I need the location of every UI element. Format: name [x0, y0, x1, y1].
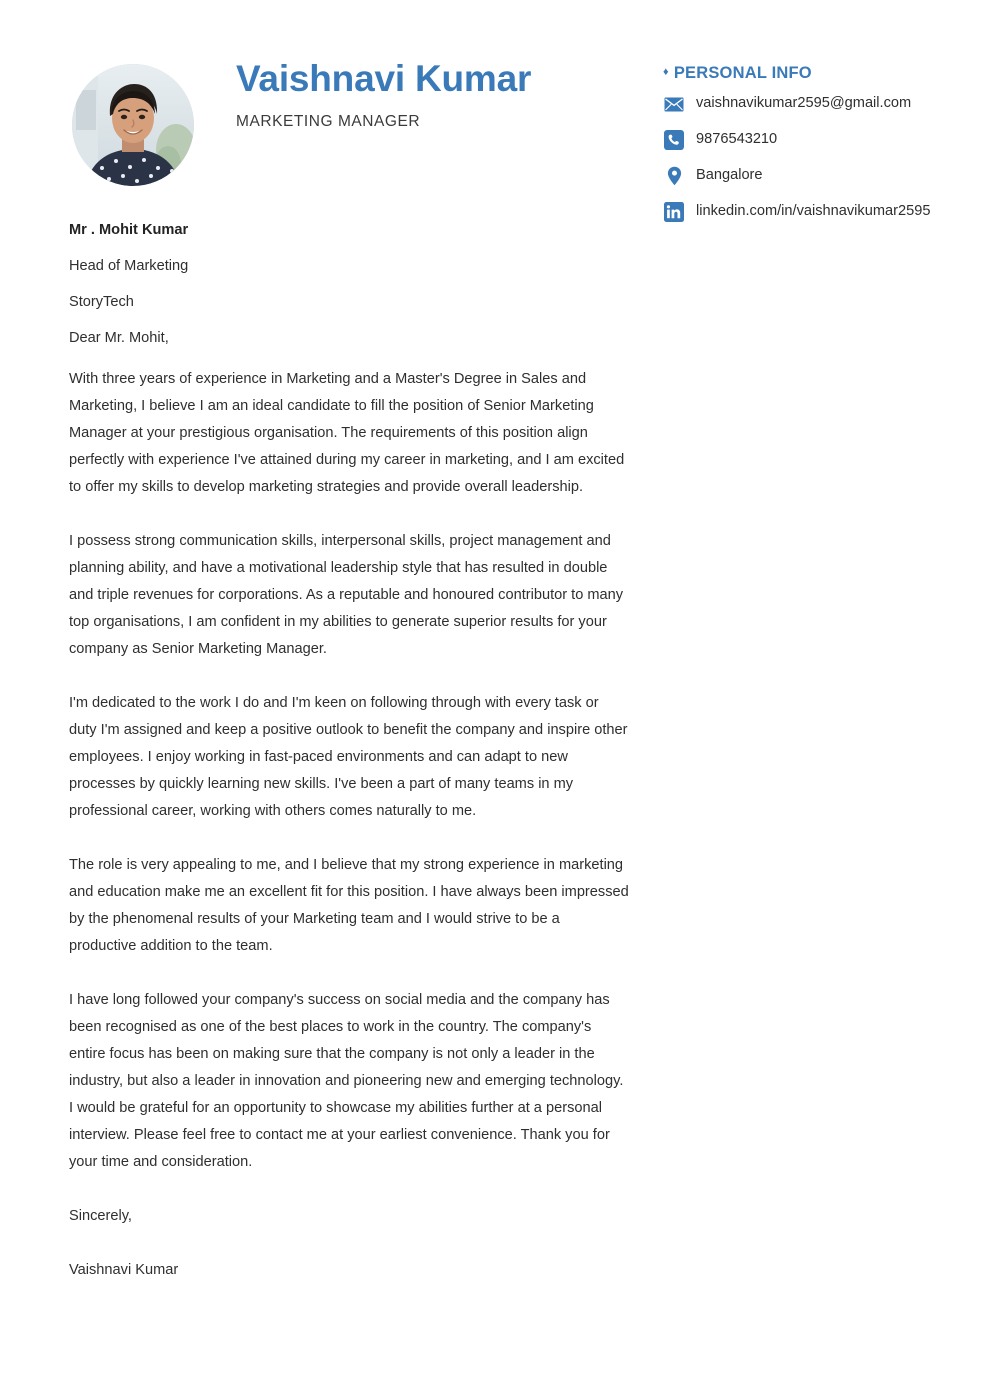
personal-info-heading	[662, 64, 962, 83]
contact-row-location	[662, 164, 962, 188]
body-paragraph: I possess strong communication skills, interpersonal skills, project management and planning ability, and have a motivational leadership style that has resulted in double and triple revenues for corporations. As a reputable and honoured contributor to many top organisations, I am confident in my abilities to generate superior results for your company as Senior Marketing Manager.	[69, 533, 624, 657]
recipient-company: StoryTech	[69, 294, 134, 311]
contact-row-email[interactable]	[662, 92, 962, 116]
personal-info-heading-label: PERSONAL INFO	[673, 64, 812, 82]
person-name: Vaishnavi Kumar	[236, 58, 532, 99]
signature-name: Vaishnavi Kumar	[69, 1261, 179, 1278]
body-paragraph: With three years of experience in Marketing and a Master's Degree in Sales and Marketing, I believe I am an ideal candidate to fill the position of Senior Marketing Manager at your prestigious organisation. The requirements of this position align perfectly with experience I've attained during my career in marketing, and I am excited to offer my skills to develop marketing strategies and provide overall leadership.	[69, 371, 625, 496]
linkedin-icon	[662, 200, 686, 224]
avatar	[72, 64, 194, 186]
location-pin-icon	[662, 164, 686, 188]
location-value: Bangalore	[696, 167, 763, 184]
body-paragraph: I'm dedicated to the work I do and I'm keen on following through with every task or duty I'm assigned and keep a positive outlook to benefit the company and inspire other employees. I enjoy working in fast-paced environments and can adapt to new processes by quickly learning new skills. I've been a part of many teams in my professional career, working with others comes naturally to me.	[69, 694, 628, 819]
phone-icon	[662, 128, 686, 152]
letter-body	[69, 222, 629, 1278]
diamond-bullet-icon: ♦	[663, 66, 669, 78]
body-paragraph: The role is very appealing to me, and I believe that my strong experience in marketing and education make me an excellent fit for this position. I have always been impressed by the phenomenal results of your Marketing team and I would strive to be a productive addition to the team.	[69, 856, 629, 954]
profile-photo-illustration	[72, 64, 194, 186]
recipient-name: Mr . Mohit Kumar	[69, 222, 189, 238]
letter-header	[0, 0, 990, 220]
linkedin-value: linkedin.com/in/vaishnavikumar2595	[696, 203, 931, 220]
closing-line: Sincerely,	[69, 1207, 132, 1224]
name-block	[236, 58, 636, 131]
contact-row-linkedin[interactable]	[662, 200, 962, 224]
body-paragraph: I have long followed your company's success on social media and the company has been recognised as one of the best places to work in the country. The company's entire focus has been on making sure that the company is not only a leader in the industry, but also a leader in innovation and pioneering new and emerging technology. I would be grateful for an opportunity to showcase my abilities further at a personal interview. Please feel free to contact me at your earliest convenience. Thank you for your time and consideration.	[69, 991, 624, 1170]
email-value: vaishnavikumar2595@gmail.com	[696, 95, 912, 112]
email-icon	[662, 92, 686, 116]
phone-value: 9876543210	[696, 131, 778, 148]
recipient-title: Head of Marketing	[69, 258, 189, 275]
contact-row-phone[interactable]	[662, 128, 962, 152]
salutation: Dear Mr. Mohit,	[69, 330, 169, 347]
person-job-title: MARKETING MANAGER	[236, 113, 421, 131]
personal-info-section	[662, 64, 962, 236]
